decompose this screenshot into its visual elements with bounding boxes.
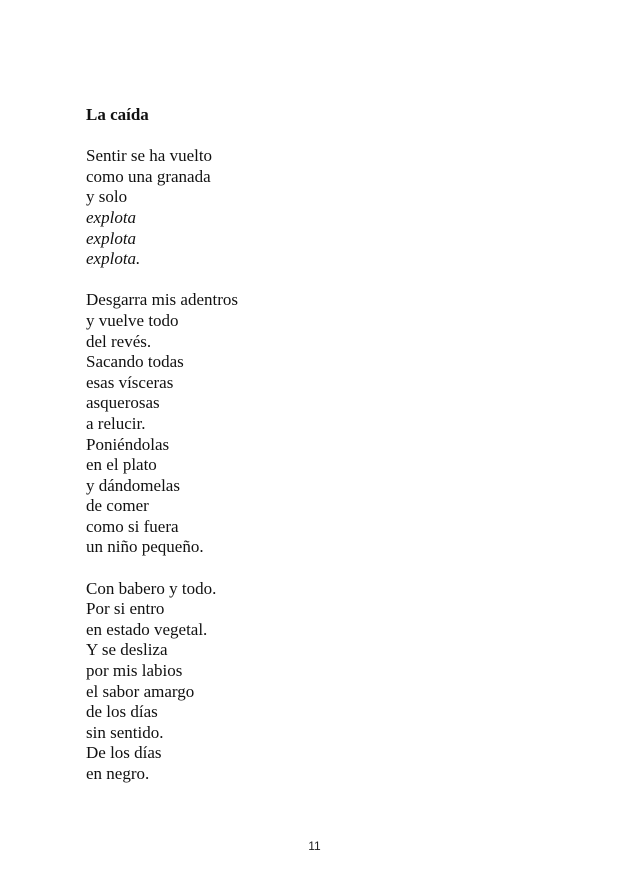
poem-line: esas vísceras bbox=[86, 372, 174, 392]
poem-line: y dándomelas bbox=[86, 475, 180, 495]
poem-body bbox=[86, 146, 566, 784]
poem-line: como una granada bbox=[86, 166, 211, 186]
poem-line: por mis labios bbox=[86, 661, 183, 681]
poem bbox=[86, 105, 566, 805]
poem-line: y solo bbox=[86, 187, 128, 207]
poem-line: y vuelve todo bbox=[86, 310, 179, 330]
poem-line: del revés. bbox=[86, 331, 152, 351]
poem-line: Sentir se ha vuelto bbox=[86, 146, 213, 166]
poem-line: en estado vegetal. bbox=[86, 619, 208, 639]
poem-line: asquerosas bbox=[86, 393, 160, 413]
poem-line: de los días bbox=[86, 702, 158, 722]
stanza bbox=[86, 146, 566, 270]
poem-line: Por si entro bbox=[86, 599, 165, 619]
stanza bbox=[86, 290, 566, 558]
poem-line: en el plato bbox=[86, 455, 157, 475]
poem-line: en negro. bbox=[86, 764, 150, 783]
poem-line: el sabor amargo bbox=[86, 681, 195, 701]
poem-line: sin sentido. bbox=[86, 722, 164, 742]
poem-line: a relucir. bbox=[86, 413, 146, 433]
page-number: 11 bbox=[308, 839, 321, 853]
poem-line: como si fuera bbox=[86, 516, 179, 536]
poem-line: explota bbox=[86, 207, 137, 227]
poem-line: explota. bbox=[86, 249, 141, 269]
poem-line: un niño pequeño. bbox=[86, 537, 204, 557]
stanza bbox=[86, 579, 566, 785]
poem-title: La caída bbox=[86, 105, 149, 124]
poem-line: de comer bbox=[86, 496, 149, 516]
poem-line: Poniéndolas bbox=[86, 434, 170, 454]
poem-line: De los días bbox=[86, 743, 162, 763]
poem-line: explota bbox=[86, 228, 137, 248]
poem-line: Sacando todas bbox=[86, 352, 184, 372]
poem-line: Y se desliza bbox=[86, 640, 168, 660]
poem-line: Con babero y todo. bbox=[86, 578, 217, 598]
poem-line: Desgarra mis adentros bbox=[86, 290, 239, 310]
